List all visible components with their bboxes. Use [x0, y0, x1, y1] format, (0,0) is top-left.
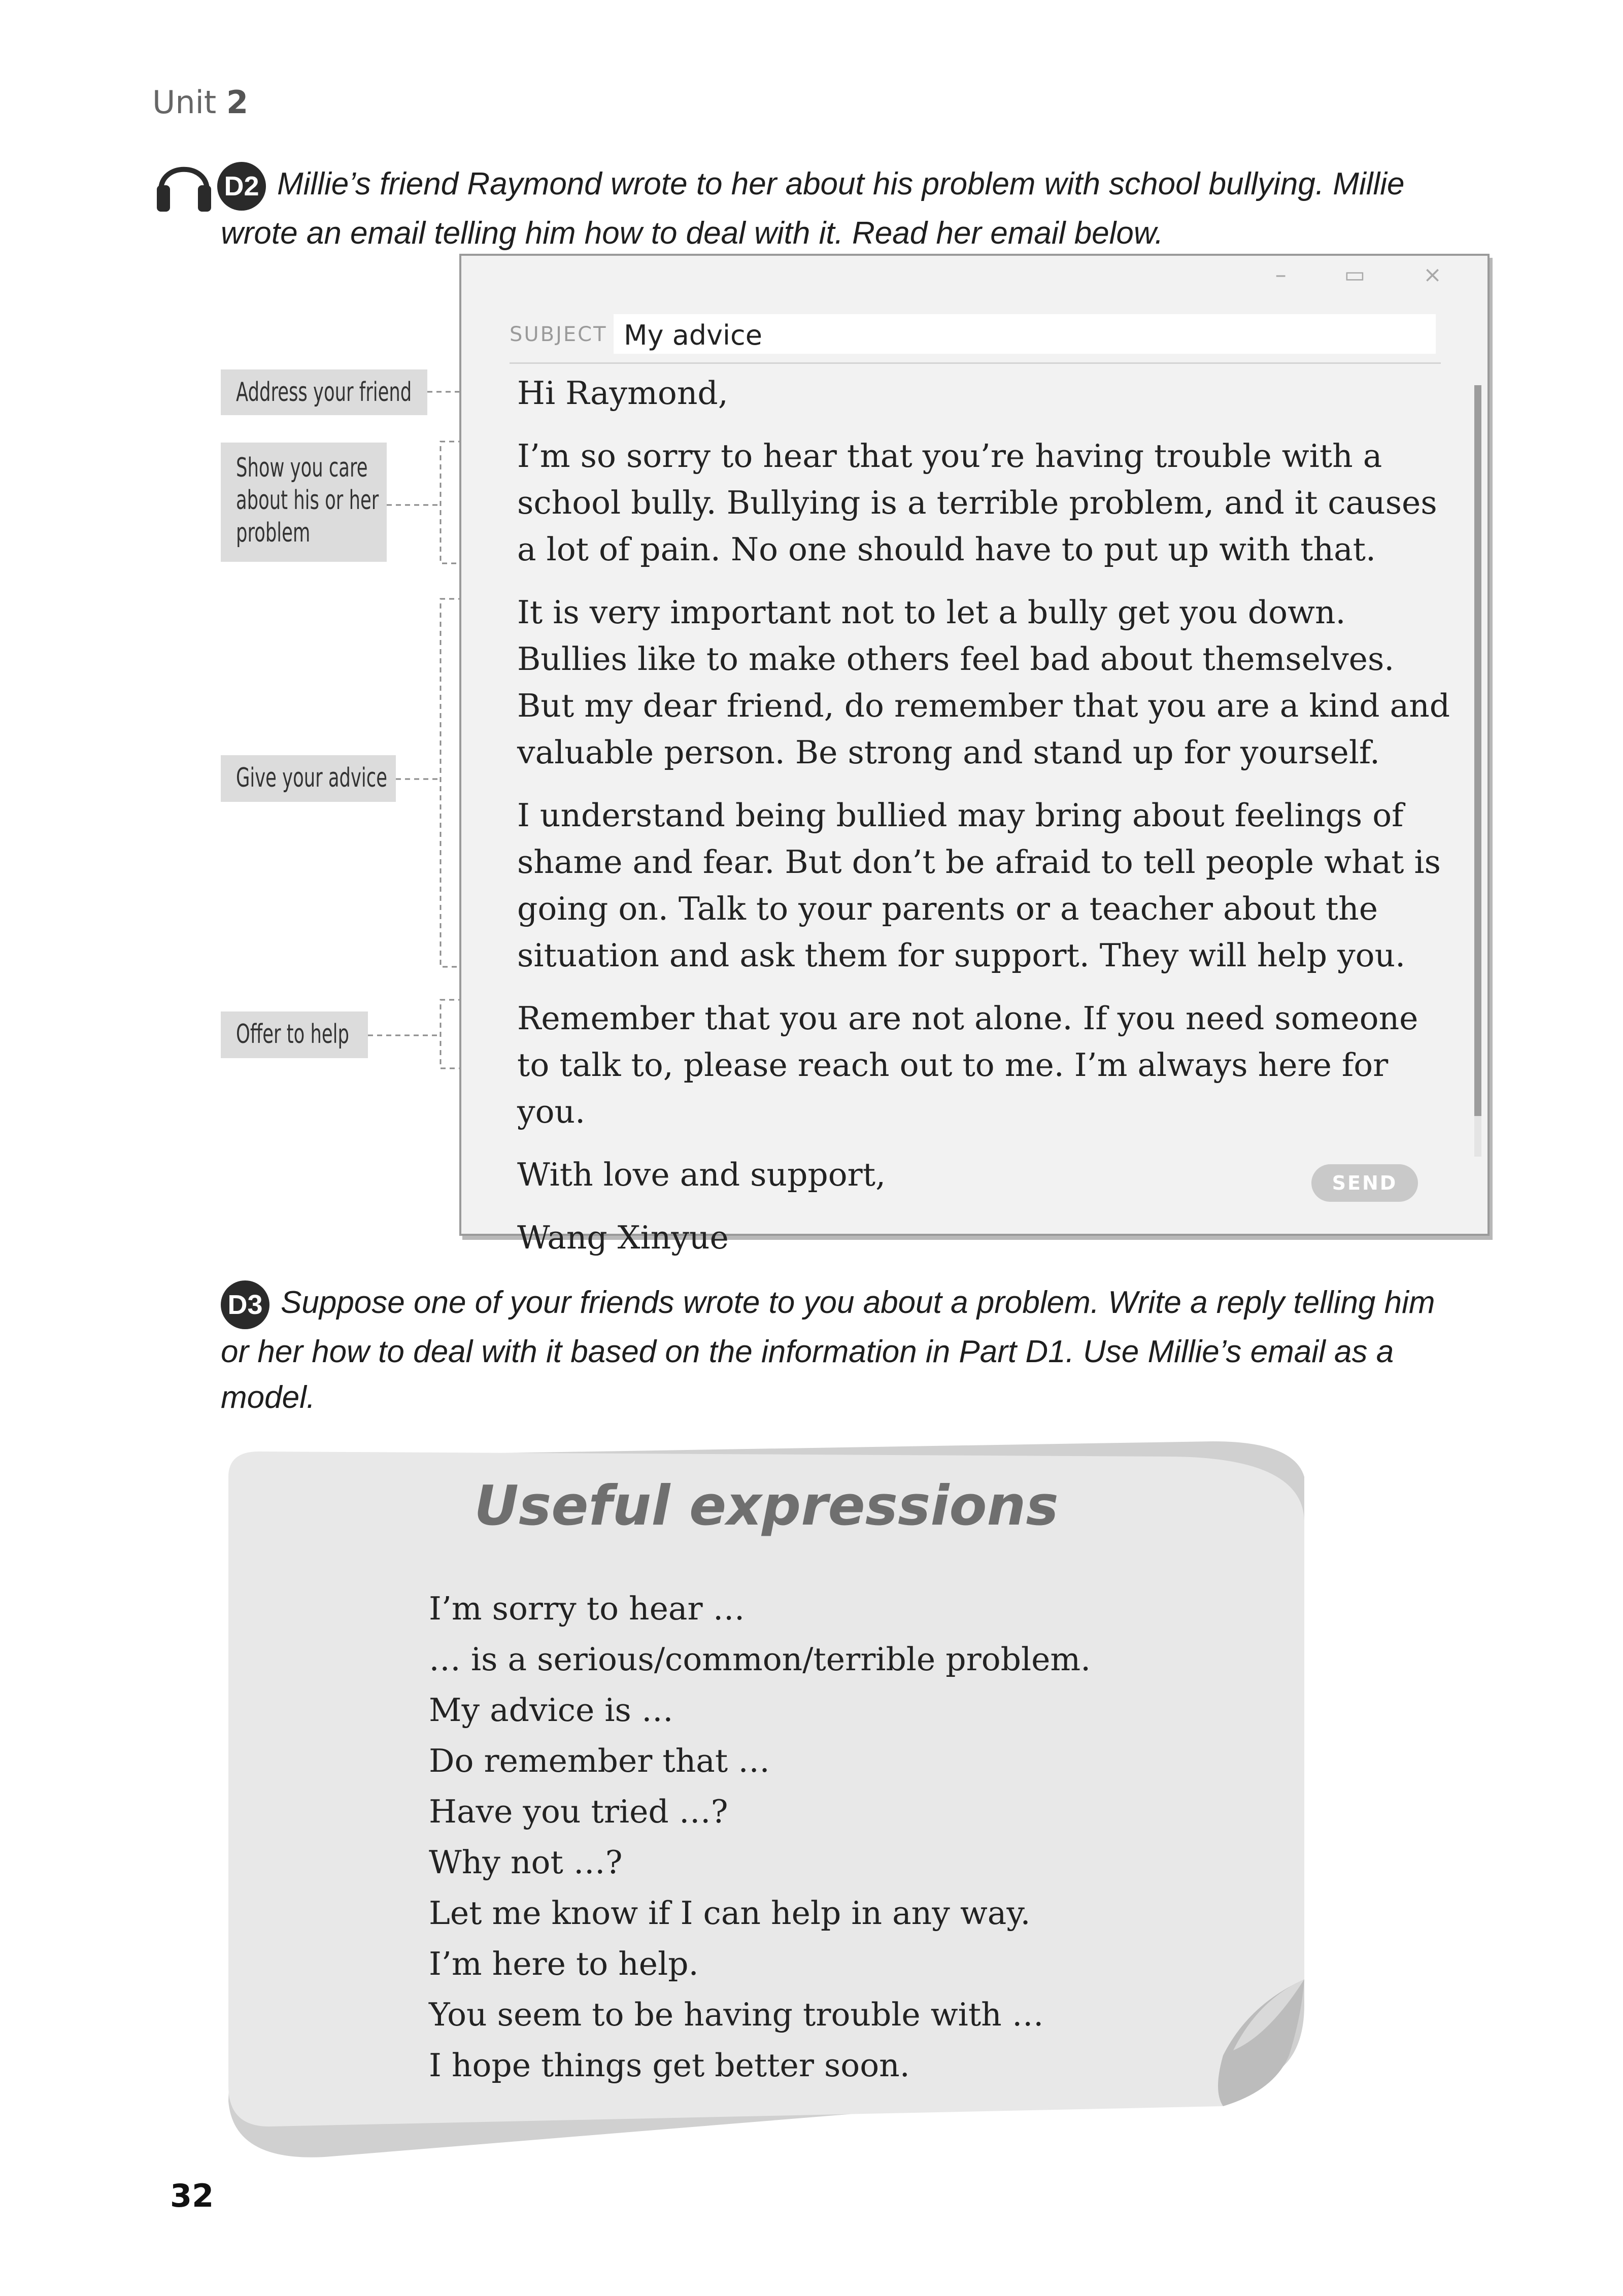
email-signature: Wang Xinyue: [517, 1219, 729, 1256]
list-item: You seem to be having trouble with …: [429, 1996, 1044, 2033]
window-controls[interactable]: – ▭ ×: [1275, 262, 1467, 288]
list-item: … is a serious/common/terrible problem.: [429, 1641, 1091, 1678]
annotation-offer-help-text: Offer to help: [236, 1019, 349, 1050]
task-d3-line-3: model.: [221, 1379, 316, 1415]
scrollbar-thumb[interactable]: [1474, 385, 1481, 1116]
email-paragraph: Remember that you are not alone. If you need someone to talk to, please reach out to me. I’m always here for you.: [517, 1000, 1418, 1130]
email-paragraph: I’m so sorry to hear that you’re having trouble with a school bully. Bullying is a terrible problem, and it causes a lot of pain. No one should have to put up with that.: [517, 437, 1437, 568]
annotation-offer-help: [221, 1011, 368, 1058]
task-d3-line-2: or her how to deal with it based on the information in Part D1. Use Millie’s email as a: [221, 1334, 1394, 1369]
annotation-show-care-line-2: about his or her: [236, 485, 379, 516]
email-paragraph: I understand being bullied may bring about feelings of shame and fear. But don’t be afraid to tell people what is going on. Talk to your parents or a teacher about the situation and ask them for support. They will help you.: [517, 797, 1441, 974]
email-window: [459, 254, 1490, 1256]
expression-list: [429, 1583, 1091, 2091]
annotation-address-friend-text: Address your friend: [236, 377, 412, 408]
list-item: My advice is …: [429, 1692, 673, 1729]
task-d3-badge: D3: [221, 1280, 269, 1329]
list-item: Have you tried …?: [429, 1793, 728, 1830]
email-greeting: Hi Raymond,: [517, 375, 728, 412]
task-d2-line-2: wrote an email telling him how to deal with it. Read her email below.: [221, 215, 1164, 251]
list-item: I hope things get better soon.: [429, 2047, 910, 2084]
task-d3-line-1: Suppose one of your friends wrote to you about a problem. Write a reply telling him: [281, 1285, 1435, 1320]
page-number: 32: [170, 2177, 214, 2214]
annotation-give-advice: [221, 755, 396, 802]
task-d2-badge: D2: [217, 162, 266, 211]
useful-expressions-title: Useful expressions: [474, 1474, 1059, 1538]
annotation-show-care-line-1: Show you care: [236, 453, 368, 483]
email-body[interactable]: [517, 370, 1451, 1277]
email-closing: With love and support,: [517, 1156, 886, 1193]
annotation-show-care-line-3: problem: [236, 518, 311, 548]
email-paragraph: It is very important not to let a bully get you down. Bullies like to make others feel bad about themselves. But my dear friend, do remember that you are a kind and valuable person. Be strong and stand up for yourself.: [517, 594, 1450, 771]
scrollbar[interactable]: [1474, 385, 1481, 1157]
subject-field[interactable]: [614, 314, 1436, 354]
annotation-address-friend: [221, 369, 427, 415]
list-item: I’m sorry to hear …: [429, 1590, 745, 1627]
list-item: Do remember that …: [429, 1742, 770, 1779]
task-d3-instruction: [152, 1280, 1482, 1421]
subject-label: SUBJECT: [510, 323, 607, 346]
subject-row: [510, 307, 1441, 364]
list-item: I’m here to help.: [429, 1945, 699, 1982]
annotation-give-advice-text: Give your advice: [236, 763, 387, 793]
unit-label: Unit: [152, 84, 217, 121]
subject-value: My advice: [624, 319, 762, 351]
list-item: Why not …?: [429, 1844, 623, 1881]
list-item: Let me know if I can help in any way.: [429, 1895, 1031, 1932]
task-d2-line-1: Millie’s friend Raymond wrote to her about his problem with school bullying. Millie: [277, 166, 1405, 201]
unit-number: 2: [226, 84, 249, 121]
send-button[interactable]: SEND: [1311, 1164, 1418, 1202]
annotation-show-care: [221, 443, 387, 562]
